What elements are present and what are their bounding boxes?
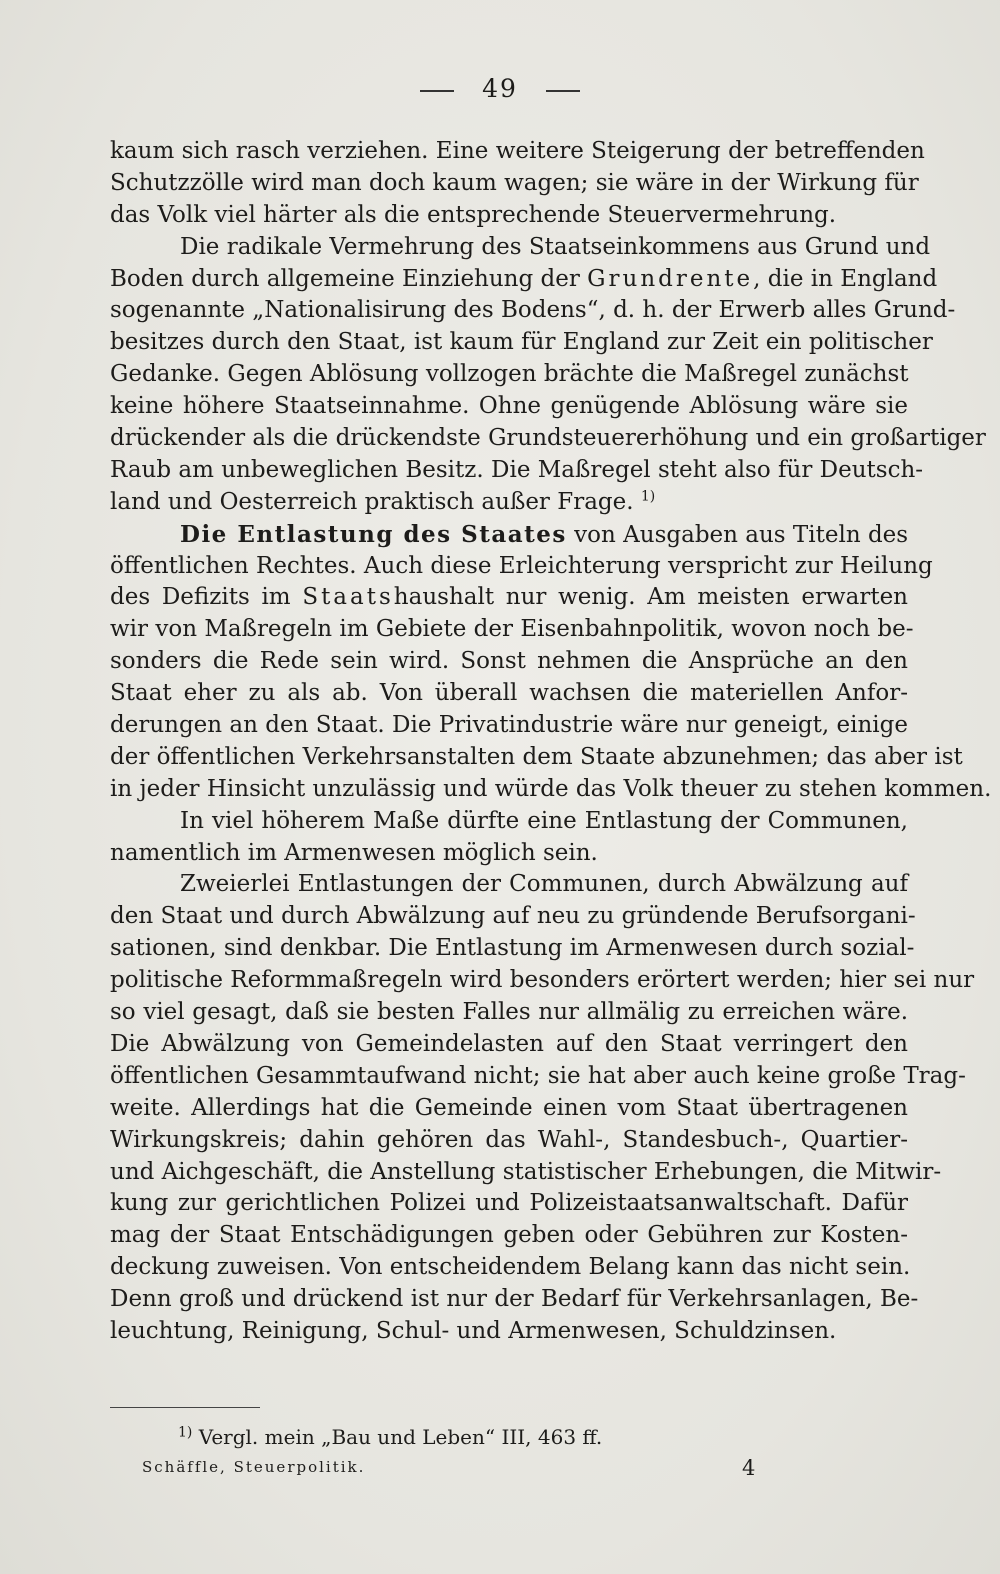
text-segment: keine höhere Staatseinnahme. Ohne genügende Ablösung wäre sie: [110, 393, 908, 420]
text-segment: kung zur gerichtlichen Polizei und Polizeistaatsanwaltschaft. Dafür: [110, 1190, 908, 1217]
text-segment: Grundrente: [587, 265, 754, 292]
text-segment: Wirkungskreis; dahin gehören das Wahl-, Standesbuch-, Quartier-: [110, 1126, 908, 1153]
text-segment: so viel gesagt, daß sie besten Falles nur allmälig zu erreichen wäre.: [110, 999, 908, 1026]
text-line: [110, 1188, 908, 1220]
text-segment: In viel höherem Maße dürfte eine Entlastung der Communen,: [180, 807, 908, 834]
text-segment: derungen an den Staat. Die Privatindustrie wäre nur geneigt, einige: [110, 712, 908, 739]
footnote-marker: 1): [178, 1424, 193, 1441]
text-segment: Gedanke. Gegen Ablösung vollzogen brächte die Maßregel zunächst: [110, 361, 909, 388]
text-segment: öffentlichen Rechtes. Auch diese Erleichterung verspricht zur Heilung: [110, 552, 933, 579]
text-line: [110, 901, 916, 933]
text-line: [110, 168, 919, 200]
text-line: [110, 582, 908, 614]
text-segment: sationen, sind denkbar. Die Entlastung im Armenwesen durch sozial-: [110, 935, 915, 962]
section-heading: Die Entlastung des Staates: [180, 520, 567, 548]
text-line: [110, 519, 908, 551]
text-line: [110, 678, 908, 710]
text-line: [110, 997, 908, 1029]
text-segment: Denn groß und drückend ist nur der Bedarf für Verkehrsanlagen, Be-: [110, 1286, 919, 1313]
footnote-rule: [110, 1407, 260, 1408]
text-line: [110, 1093, 908, 1125]
text-segment: von Ausgaben aus Titeln des: [566, 521, 909, 548]
text-segment: mag der Staat Entschädigungen geben oder Gebühren zur Kosten-: [110, 1222, 908, 1249]
text-segment: den Staat und durch Abwälzung auf neu zu gründende Berufsorgani-: [110, 903, 916, 930]
text-segment: in jeder Hinsicht unzulässig und würde das Volk theuer zu stehen kommen.: [110, 775, 992, 802]
text-line: [110, 551, 933, 583]
text-segment: besitzes durch den Staat, ist kaum für England zur Zeit ein politischer: [110, 329, 933, 356]
text-segment: haushalt nur wenig. Am meisten erwarten: [393, 584, 908, 611]
text-segment: Zweierlei Entlastungen der Communen, durch Abwälzung auf: [180, 871, 908, 898]
text-segment: weite. Allerdings hat die Gemeinde einen vom Staat übertragenen: [110, 1094, 908, 1121]
text-segment: Die Abwälzung von Gemeindelasten auf den Staat verringert den: [110, 1030, 908, 1057]
text-segment: , die in England: [753, 265, 938, 292]
text-line: [110, 1157, 942, 1189]
text-line: [110, 295, 956, 327]
text-line: [110, 1029, 908, 1061]
text-line: [110, 136, 925, 168]
text-line: [110, 423, 986, 455]
text-line: [110, 327, 933, 359]
text-segment: kaum sich rasch verziehen. Eine weitere Steigerung der betreffenden: [110, 138, 925, 164]
text-segment: leuchtung, Reinigung, Schul- und Armenwesen, Schuldzinsen.: [110, 1317, 837, 1344]
text-line: [110, 1252, 911, 1284]
text-line: [110, 487, 908, 519]
text-segment: wir von Maßregeln im Gebiete der Eisenbahnpolitik, wovon noch be-: [110, 616, 914, 643]
header-dash-right: [546, 90, 580, 92]
text-segment: des Defizits im: [110, 584, 303, 611]
text-segment: Raub am unbeweglichen Besitz. Die Maßregel steht also für Deutsch-: [110, 456, 924, 483]
text-line: [110, 646, 908, 678]
text-segment: Staats: [302, 584, 394, 611]
text-segment: öffentlichen Gesammtaufwand nicht; sie hat aber auch keine große Trag-: [110, 1062, 966, 1089]
text-line: [110, 232, 931, 264]
text-line: [110, 264, 938, 296]
text-line: [110, 869, 908, 901]
text-line: [110, 806, 908, 838]
text-segment: deckung zuweisen. Von entscheidendem Belang kann das nicht sein.: [110, 1254, 911, 1281]
sheet-number: 4: [742, 1456, 756, 1480]
text-segment: der öffentlichen Verkehrsanstalten dem Staate abzunehmen; das aber ist: [110, 743, 963, 770]
text-segment: Staat eher zu als ab. Von überall wachsen die materiellen Anfor-: [110, 680, 908, 707]
text-line: [110, 1061, 966, 1093]
text-segment: Die radikale Vermehrung des Staatseinkommens aus Grund und: [180, 233, 931, 260]
text-segment: Schutzzölle wird man doch kaum wagen; sie wäre in der Wirkung für: [110, 169, 919, 196]
text-segment: Boden durch allgemeine Einziehung der: [110, 265, 588, 292]
text-line: [110, 742, 963, 774]
text-line: [110, 710, 908, 742]
header-dash-left: [420, 90, 454, 92]
footnote-reference: 1): [640, 488, 656, 505]
text-line: [110, 359, 908, 391]
text-line: [110, 933, 915, 965]
footnote-text: Vergl. mein „Bau und Leben“ III, 463 ff.: [192, 1425, 603, 1449]
text-segment: sonders die Rede sein wird. Sonst nehmen die Ansprüche an den: [110, 648, 908, 675]
text-line: [110, 200, 908, 232]
text-segment: und Aichgeschäft, die Anstellung statistischer Erhebungen, die Mitwir-: [110, 1158, 942, 1185]
text-line: [110, 391, 908, 423]
text-line: [110, 455, 924, 487]
text-line: [110, 614, 914, 646]
page-header: [0, 74, 1000, 103]
text-segment: das Volk viel härter als die entsprechende Steuervermehrung.: [110, 201, 837, 228]
text-segment: politische Reformmaßregeln wird besonders erörtert werden; hier sei nur: [110, 967, 975, 994]
text-line: [110, 965, 975, 997]
text-segment: drückender als die drückendste Grundsteuererhöhung und ein großartiger: [110, 425, 986, 452]
text-line: [110, 1316, 908, 1348]
text-line: [110, 1284, 919, 1316]
text-line: [110, 1125, 908, 1157]
body-text: [110, 136, 992, 1348]
text-line: [110, 1220, 908, 1252]
text-segment: land und Oesterreich praktisch außer Frage.: [110, 488, 641, 515]
sheet-signature: Schäffle, Steuerpolitik.: [142, 1458, 366, 1476]
text-segment: namentlich im Armenwesen möglich sein.: [110, 839, 598, 866]
text-line: [110, 774, 992, 806]
text-line: [110, 838, 908, 870]
footnote: [178, 1425, 602, 1449]
page-number: 49: [482, 74, 518, 103]
text-segment: sogenannte „Nationalisirung des Bodens“, d. h. der Erwerb alles Grund-: [110, 297, 956, 324]
